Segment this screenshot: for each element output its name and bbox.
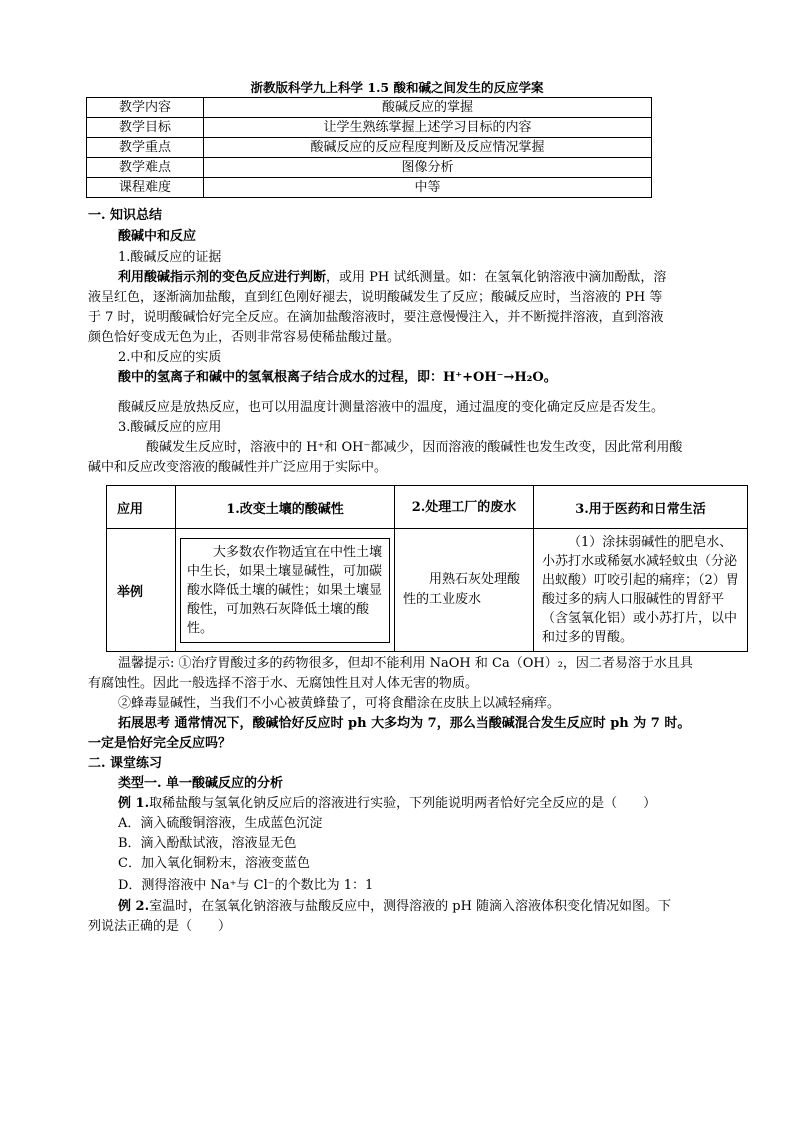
think-line1: 拓展思考 通常情况下，酸碱恰好反应时 ph 大多均为 7，那么当酸碱混合发生反应时 ph 为 7 时。 [118,716,691,731]
info-key: 教学目标 [87,118,204,138]
example2-text: 室温时，在氢氧化钠溶液与盐酸反应中，测得溶液的 pH 随滴入溶液体积变化情况如图。下 [149,899,672,914]
section1-subheading: 酸碱中和反应 [118,229,197,244]
p1-bold: 利用酸碱指示剂的变色反应进行判断 [118,270,327,285]
app-row-label: 举例 [107,529,176,652]
app-cell-1 [176,529,395,652]
table-row [87,158,652,178]
example2-label: 例 2. [118,899,150,914]
p2-bold: 酸中的氢离子和碱中的氢氧根离子结合成水的过程，即：H⁺+OH⁻→H₂O。 [118,370,557,385]
p1-line2: 液呈红色，逐渐滴加盐酸，直到红色刚好褪去，说明酸碱发生了反应；酸碱反应时，当溶液的 PH 等 [88,290,663,305]
table-row [87,98,652,118]
p3-line1: 酸碱发生反应时，溶液中的 H⁺和 OH⁻都减少，因而溶液的酸碱性也发生改变，因此常利用酸 [146,440,683,455]
section2-heading: 二. 课堂练习 [88,756,163,771]
example2-line1 [118,897,671,917]
p1-line3: 于 7 时，说明酸碱恰好完全反应。在滴加盐酸溶液时，要注意慢慢注入，并不断搅拌溶液，直到溶液 [88,310,664,325]
option-b: B．滴入酚酞试液，溶液显无色 [118,836,297,851]
tips-line1: 温馨提示: ①治疗胃酸过多的药物很多，但却不能利用 NaOH 和 Ca（OH）₂，因二者易溶于水且具 [118,656,693,671]
info-key: 教学难点 [87,158,204,178]
info-key: 教学重点 [87,138,204,158]
p2-title: 2.中和反应的实质 [118,350,222,365]
p3-title: 3.酸碱反应的应用 [118,420,222,435]
table-row [87,178,652,198]
info-table [86,97,652,198]
p3-line2: 碱中和反应改变溶液的酸碱性并广泛应用于实际中。 [88,460,388,475]
info-value: 图像分析 [204,158,652,178]
info-value: 让学生熟练掌握上述学习目标的内容 [204,118,652,138]
app-header-3: 3.用于医药和日常生活 [534,486,748,529]
document-title: 浙教版科学九上科学 1.5 酸和碱之间发生的反应学案 [250,80,544,95]
type1-heading: 类型一. 单一酸碱反应的分析 [118,776,284,791]
option-d: D．测得溶液中 Na⁺与 Cl⁻的个数比为 1：1 [118,878,374,893]
application-table [106,485,748,652]
tips-line3: ②蜂毒显碱性，当我们不小心被黄蜂蛰了，可将食醋涂在皮肤上以减轻痛痒。 [118,696,561,711]
p1-line4: 颜色恰好变成无色为止，否则非常容易使稀盐酸过量。 [88,330,401,345]
info-value: 酸碱反应的反应程度判断及反应情况掌握 [204,138,652,158]
option-c: C．加入氧化铜粉末，溶液变蓝色 [118,856,310,871]
example2-line2: 列说法正确的是（ ） [88,919,232,934]
p1-title: 1.酸碱反应的证据 [118,250,222,265]
example1-question [118,794,656,814]
example1-label: 例 1. [118,796,150,811]
example1-text: 取稀盐酸与氢氧化钠反应后的溶液进行实验，下列能说明两者恰好完全反应的是（ ） [149,796,657,811]
info-key: 教学内容 [87,98,204,118]
info-value: 酸碱反应的掌握 [204,98,652,118]
p1-rest: ，或用 PH 试纸测量。如：在氢氧化钠溶液中滴加酚酞，溶 [326,270,667,285]
table-row [87,118,652,138]
app-cell-1-text: 大多数农作物适宜在中性土壤中生长，如果土壤显碱性，可加碳酸水降低土壤的碱性；如果土壤显酸性，可加熟石灰降低土壤的酸性。 [180,538,390,643]
table-row [87,138,652,158]
info-value: 中等 [204,178,652,198]
app-cell-2: 用熟石灰处理酸性的工业废水 [395,529,534,652]
app-header-label: 应用 [107,486,176,529]
info-key: 课程难度 [87,178,204,198]
app-cell-3: （1）涂抹弱碱性的肥皂水、小苏打水或稀氨水减轻蚊虫（分泌出蚁酸）叮咬引起的痛痒；（2）胃酸过多的病人口服碱性的胃舒平（含氢氧化铝）或小苏打片，以中和过多的胃酸。 [534,529,748,652]
tips-line2: 有腐蚀性。因此一般选择不溶于水、无腐蚀性且对人体无害的物质。 [88,676,479,691]
p1-line1 [118,268,666,288]
app-header-2: 2.处理工厂的废水 [395,486,534,529]
option-a: A．滴入硫酸铜溶液，生成蓝色沉淀 [118,816,323,831]
table-row [107,529,748,652]
think-line2: 一定是恰好完全反应吗？ [88,736,232,751]
app-header-1: 1.改变土壤的酸碱性 [176,486,395,529]
table-row [107,486,748,529]
section1-heading: 一. 知识总结 [88,208,163,223]
p2-note: 酸碱反应是放热反应，也可以用温度计测量溶液中的温度，通过温度的变化确定反应是否发生。 [118,400,665,415]
